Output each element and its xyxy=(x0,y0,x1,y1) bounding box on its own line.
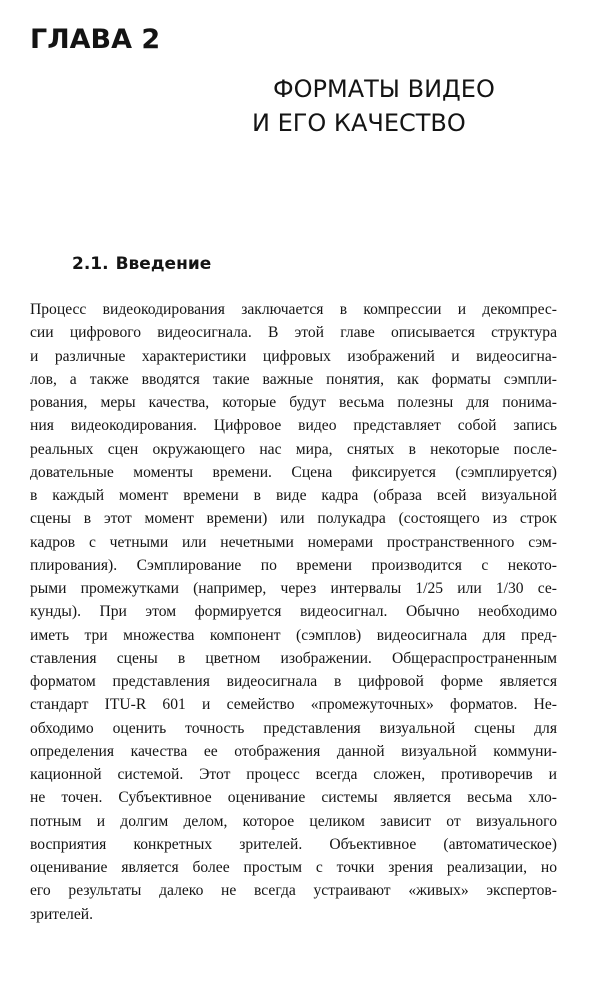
text-line: рования, меры качества, которые будут весьма полезны для понима- xyxy=(30,394,557,411)
text-line: рыми промежутками (например, через интервалы 1/25 или 1/30 се- xyxy=(30,580,557,597)
chapter-title-line-1: ФОРМАТЫ ВИДЕО xyxy=(273,75,495,103)
chapter-label: ГЛАВА 2 xyxy=(30,24,161,55)
text-line: оценивание является более простым с точки зрения реализации, но xyxy=(30,859,557,876)
text-line: его результаты далеко не всегда устраивают «живых» экспертов- xyxy=(30,882,557,900)
text-line: потным и долгим делом, которое целиком зависит от визуального xyxy=(30,812,557,830)
text-line: Процесс видеокодирования заключается в компрессии и декомпрес- xyxy=(30,301,557,318)
chapter-title-line-2: И ЕГО КАЧЕСТВО xyxy=(252,109,466,137)
text-line: не точен. Субъективное оценивание системы является весьма хло- xyxy=(30,789,557,807)
text-line: форматом представления видеосигнала в цифровой форме является xyxy=(30,673,557,690)
text-line: довательные моменты времени. Сцена фиксируется (сэмплируется) xyxy=(30,463,557,481)
chapter-title xyxy=(252,72,552,140)
text-line: и различные характеристики цифровых изображений и видеосигна- xyxy=(30,347,557,365)
text-line: зрителей. xyxy=(30,905,93,923)
text-line: лов, а также вводятся такие важные понятия, как форматы сэмпли- xyxy=(30,370,557,388)
body-paragraph xyxy=(30,298,557,926)
text-line: ния видеокодирования. Цифровое видео представляет собой запись xyxy=(30,417,557,435)
section-number: 2.1. xyxy=(72,254,109,274)
text-line: сцены в этот момент времени) или полукадра (состоящего из строк xyxy=(30,510,557,528)
text-line: плирования). Сэмплирование по времени производится с некото- xyxy=(30,556,557,574)
text-line: обходимо оценить точность представления визуальной сцены для xyxy=(30,719,557,737)
section-title: Введение xyxy=(115,254,212,274)
text-line: сии цифрового видеосигнала. В этой главе описывается структура xyxy=(30,324,557,342)
text-line: в каждый момент времени в виде кадра (образа всей визуальной xyxy=(30,487,557,504)
text-line: стандарт ITU-R 601 и семейство «промежуточных» форматов. Не- xyxy=(30,696,557,714)
text-line: восприятия конкретных зрителей. Объективное (автоматическое) xyxy=(30,835,557,853)
text-line: ставления сцены в цветном изображении. Общераспространенным xyxy=(30,649,557,667)
text-line: реальных сцен окружающего нас мира, снятых в некоторые после- xyxy=(30,440,557,458)
text-line: кационной системой. Этот процесс всегда сложен, противоречив и xyxy=(30,766,557,783)
section-heading xyxy=(72,253,211,275)
text-line: иметь три множества компонент (сэмплов) видеосигнала для пред- xyxy=(30,626,557,644)
text-line: кунды). При этом формируется видеосигнал. Обычно необходимо xyxy=(30,603,557,621)
text-line: кадров с четными или нечетными номерами пространственного сэм- xyxy=(30,533,557,551)
text-line: определения качества ее отображения данной визуальной коммуни- xyxy=(30,742,557,760)
